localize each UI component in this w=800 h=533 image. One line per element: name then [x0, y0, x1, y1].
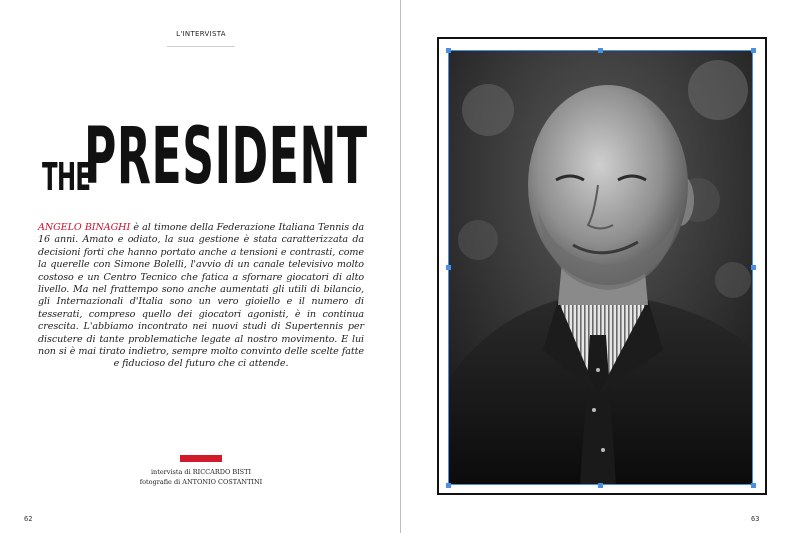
resize-handle-right[interactable] — [751, 265, 756, 270]
portrait-photo[interactable] — [448, 50, 753, 485]
photo-credit — [130, 477, 272, 487]
folio-left: 62 — [24, 515, 33, 523]
resize-handle-bottom-left[interactable] — [446, 483, 451, 488]
resize-handle-top[interactable] — [598, 48, 603, 53]
portrait-illustration — [448, 50, 753, 485]
intro-name-highlight: ANGELO BINAGHI — [38, 222, 131, 233]
interview-credit-author: RICCARDO BISTI — [192, 468, 252, 476]
credits — [130, 467, 272, 487]
photo-credit-prefix: fotografie di — [139, 478, 181, 486]
headline-prefix: THE — [42, 155, 91, 199]
resize-handle-bottom-right[interactable] — [751, 483, 756, 488]
interview-credit — [130, 467, 272, 477]
headline-main: PRESIDENT — [84, 112, 368, 202]
folio-right: 63 — [751, 515, 760, 523]
interview-credit-prefix: intervista di — [150, 468, 191, 476]
resize-handle-top-left[interactable] — [446, 48, 451, 53]
section-label: L'INTERVISTA — [176, 30, 226, 38]
intro-body: è al timone della Federazione Italiana Tennis da 16 anni. Amato e odiato, la sua gestione è stata caratterizzata da decisioni forti che hanno portato anche a tensioni e contrasti, come la querelle con Simone Bolelli, l'avvio di un canale televisivo molto costoso e un Centro Tecnico che fatica a sfornare giocatori di alto livello. Ma nel frattempo sono anche aumentati gli utili di bilancio, gli Internazionali d'Italia sono un vero gioiello e il numero di tesserati, compreso quello dei giocatori agonisti, è in continua crescita. L'abbiamo incontrato nei nuovi studi di Supertennis per discutere di tante problematiche legate al nostro movimento. E lui non si è mai tirato indietro, sempre molto convinto delle scelte fatte e fiducioso del futuro che ci attende. — [38, 222, 364, 370]
intro-paragraph — [38, 222, 364, 371]
photo-credit-author: ANTONIO COSTANTINI — [182, 478, 263, 486]
resize-handle-top-right[interactable] — [751, 48, 756, 53]
resize-handle-left[interactable] — [446, 265, 451, 270]
accent-bar — [180, 455, 222, 462]
section-rule — [167, 46, 235, 47]
resize-handle-bottom[interactable] — [598, 483, 603, 488]
